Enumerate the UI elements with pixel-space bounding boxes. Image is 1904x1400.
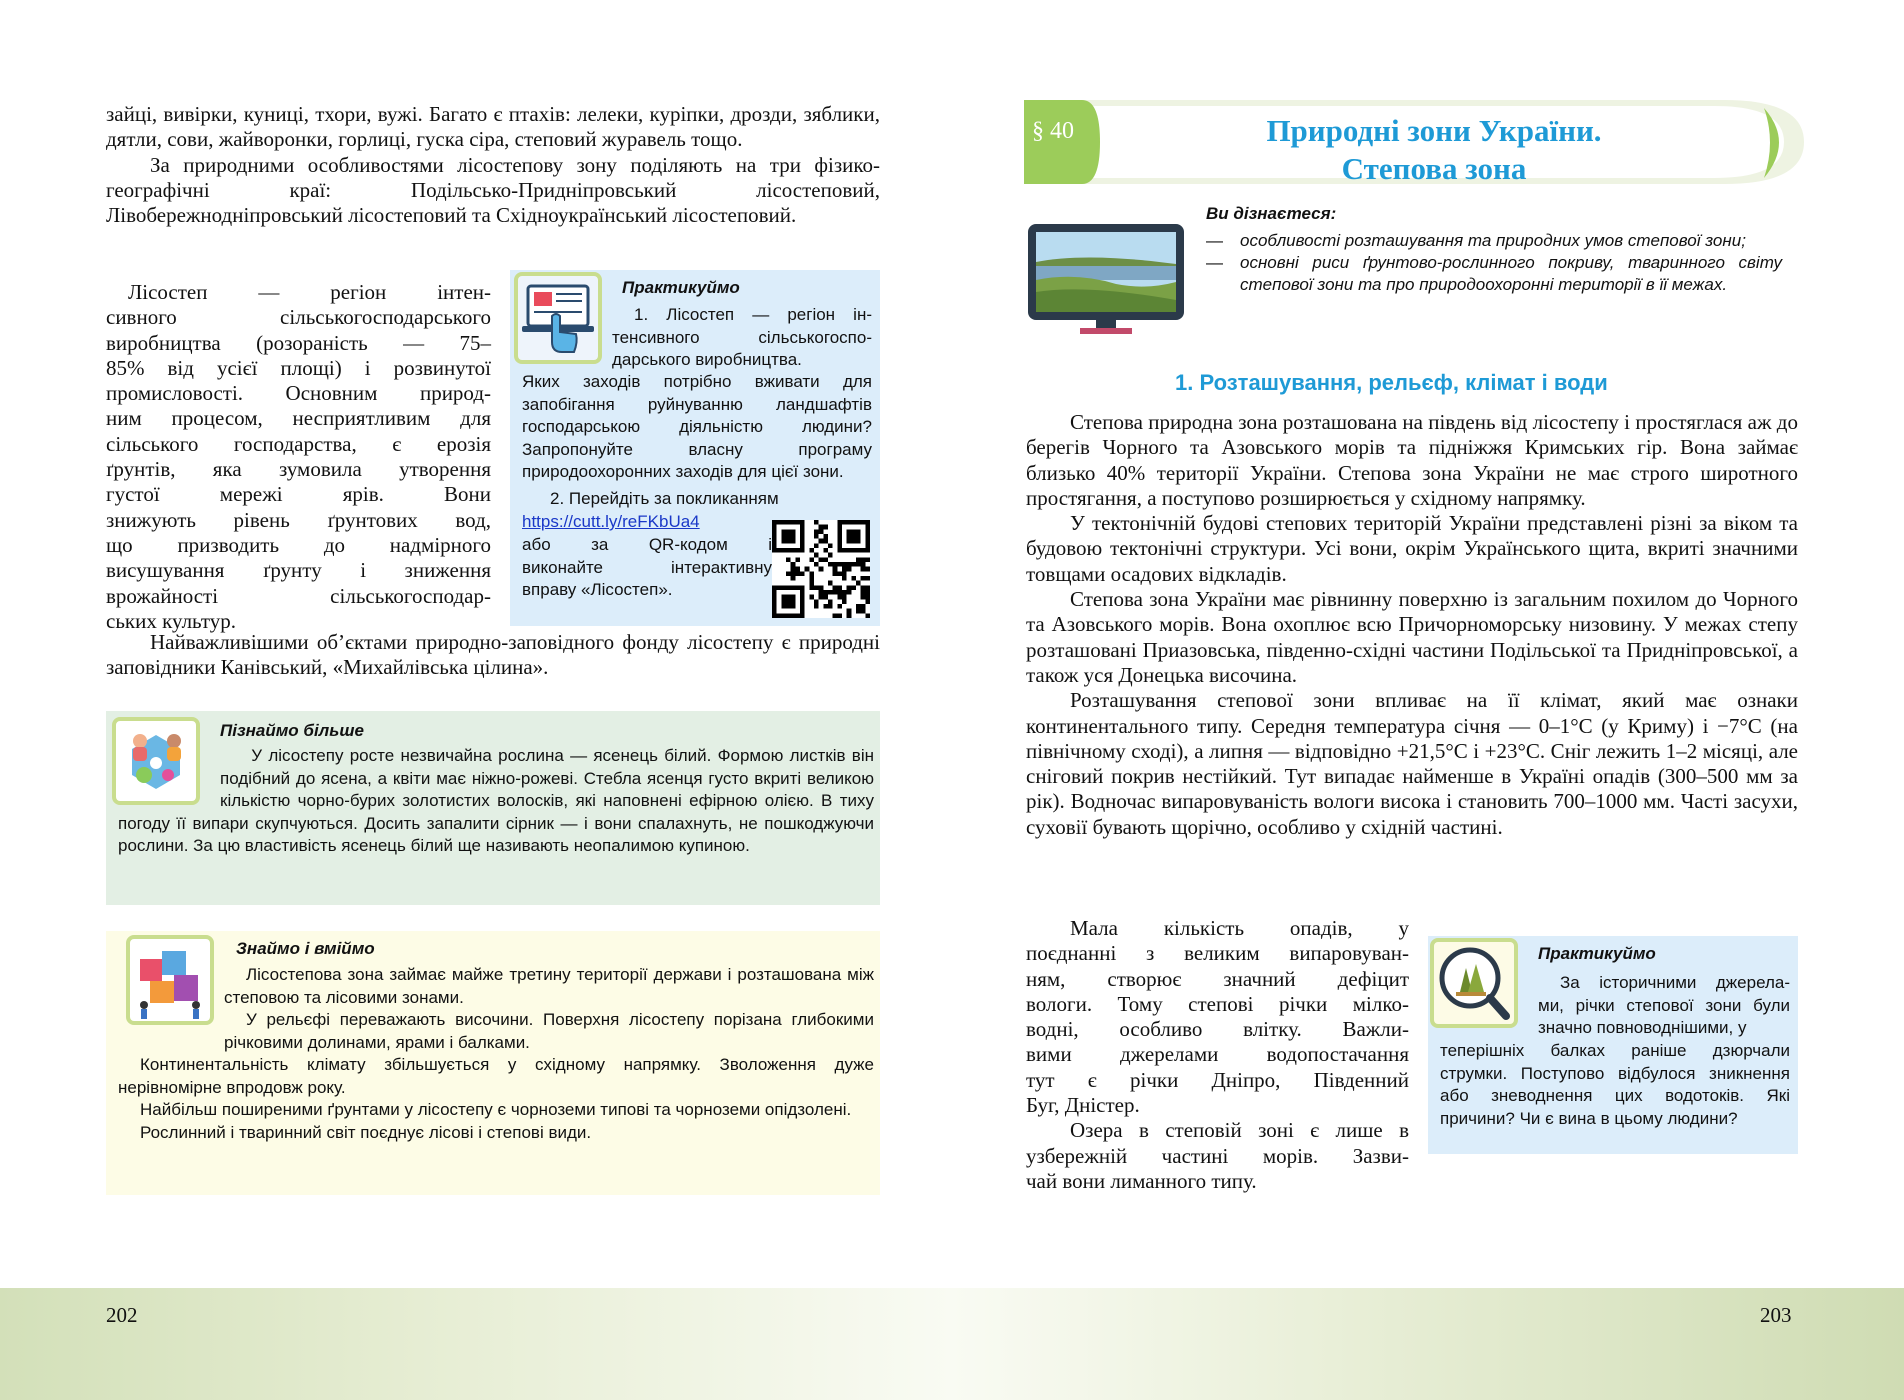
know-more-paragraph: У лісостепу росте незвичайна рослина — ясенець білий. Формою листків він подібний до ясена, а квіти має ніжно-рожеві. Стебла ясенця густо вкриті великою кількістю чорно-бурих золотистих волосків, які наповнені ефірною олією. В тиху погоду її випари скупчуються. Досить запалити сірник — і вони спалахнуть, не пошкоджуючи рослини. За цю властивість ясенець білий ще називають неопалимою купиною. — [118, 746, 874, 855]
laptop-touch-icon — [514, 272, 602, 364]
practice-right-line: ми, річки степової зони були — [1538, 995, 1790, 1015]
right-paragraph-5-line: поєднанні з великим випаровуван- — [1026, 941, 1409, 966]
left-paragraph-3 — [106, 280, 491, 634]
page-number-right: 203 — [1760, 1303, 1792, 1327]
right-paragraph-6-line: Озера в степовій зоні є лише в — [1070, 1118, 1409, 1143]
left-paragraph-3-line: врожайності сільськогосподар- — [106, 583, 491, 608]
left-paragraph-3-line: Лісостеп — регіон інтен- — [128, 280, 491, 304]
right-paragraphs — [1026, 410, 1798, 840]
practice-item-1-line: тенсивного сільськогоспо- — [612, 327, 872, 347]
practice-box-right — [1428, 936, 1798, 1154]
know-do-paragraph: У рельєфі переважають височини. Поверхня лісостепу порізана глибокими річковими долинами, ярами і балками. — [224, 1010, 874, 1052]
practice-item-1-line: 1. Лісостеп — регіон ін- — [634, 305, 872, 324]
left-paragraph-1: зайці, вивірки, куниці, тхори, вужі. Багато є птахів: лелеки, куріпки, дрозди, зяблики, дятли, сови, жайворонки, горлиці, гуска сіра, степовий журавель тощо. — [106, 102, 880, 152]
practice-item-2: 2. Перейдіть за покликанням — [550, 489, 779, 508]
subheading: 1. Розташування, рельєф, клімат і води — [1175, 370, 1608, 395]
left-paragraph-3-line: ним процесом, несприятливим для — [106, 406, 491, 431]
right-paragraph-5 — [1026, 916, 1409, 1194]
left-paragraph-3-line: виробництва (розораність — 75– — [106, 330, 491, 355]
know-do-paragraph: Рослинний і тваринний світ поєднує лісові і степові види. — [140, 1122, 592, 1142]
know-do-paragraph: Найбільш поширеними ґрунтами у лісостепу є чорноземи типові та чорноземи опідзолені. — [140, 1100, 852, 1119]
practice-item-2-line: вправу «Лісостеп». — [522, 580, 673, 599]
practice-box-left — [510, 270, 880, 626]
page-title-line-2: Степова зона — [1341, 151, 1527, 186]
practice-item-1-lines — [612, 304, 872, 372]
left-paragraph-3-line: 85% від усієї площі) і розвинутої — [106, 355, 491, 380]
know-do-title: Знаймо і вміймо — [236, 939, 375, 958]
right-paragraph-6-line: узбережній частині морів. Зазви- — [1026, 1143, 1409, 1168]
left-paragraph-3-line: густої мережі ярів. Вони — [106, 482, 491, 507]
practice-right-line: значно повноводнішими, у — [1538, 1018, 1747, 1037]
practice-item-2-lines — [522, 534, 772, 602]
left-paragraph-3-line: що призводить до надмірного — [106, 532, 491, 557]
left-paragraph-4: Найважливішими об’єктами природно-заповідного фонду лісостепу є природні заповідники Канівський, «Михайлівська цілина». — [106, 630, 880, 680]
steppe-landscape-image — [1026, 222, 1186, 336]
right-paragraph: У тектонічній будові степових територій України представлені різні за віком та будовою тектонічні структури. Усі вони, окрім Українського щита, вкриті значними товщами осадових відкладів. — [1026, 511, 1798, 586]
right-paragraph-5-line: тут є річки Дніпро, Південний — [1026, 1067, 1409, 1092]
practice-title: Практикуймо — [622, 278, 740, 297]
page-number-left: 202 — [106, 1303, 138, 1327]
know-do-box — [106, 931, 880, 1195]
right-paragraph-5-line: вими джерелами водопостачання — [1026, 1042, 1409, 1067]
practice-item-2-line: або за QR-кодом і — [522, 535, 772, 554]
you-learn-list: — особливості розташування та природних умов степової зони; — основні риси ґрунтово-рослинного покриву, тваринного світу степової зони та про природоохоронні території в її межах. — [1206, 231, 1782, 294]
left-paragraph-2: За природними особливостями лісостепову зону поділяють на три фізико-географічні краї: Подільсько-Придніпровський лісостеповий, Лівобережнодніпровський лісостеповий та Східноукраїнський лісостеповий. — [106, 152, 880, 228]
know-do-paragraph: Лісостепова зона займає майже третину території держави і розташована між степовою та лісовими зонами. — [224, 965, 874, 1007]
you-learn-title: Ви дізнаєтеся: — [1206, 204, 1337, 223]
practice-item-1-line: дарського виробництва. — [612, 350, 802, 369]
page-title — [1134, 112, 1734, 188]
practice-item-1-rest: Яких заходів потрібно вживати для запобігання руйнуванню ландшафтів господарською діяльністю людини? Запропонуйте власну програму природоохоронних заходів для цієї зони. — [522, 372, 872, 481]
left-text-top — [106, 102, 880, 228]
left-paragraph-3-line: ських культур. — [106, 608, 236, 633]
right-paragraph-5-line: вологи. Тому степові річки мілко- — [1026, 991, 1409, 1016]
know-do-paragraph: Континентальність клімату збільшується у східному напрямку. Зволоження дуже нерівномірне впродовж року. — [118, 1055, 874, 1097]
practice-link[interactable]: https://cutt.ly/reFKbUa4 — [522, 512, 700, 531]
you-learn-item: основні риси ґрунтово-рослинного покриву, тваринного світу степової зони та про природоохоронні території в її межах. — [1240, 253, 1782, 294]
practice-right-line: За історичними джерела- — [1560, 973, 1790, 992]
right-paragraph: Розташування степової зони впливає на її клімат, який має ознаки континентального типу. Середня температура січня — 0–1°С (у Криму) і −7°С (на північному сході), а липня — відповідно +21,5°С і +23°С. Сніг лежить 1–2 місяці, але сніговий покрив нестійкий. Тут випадає найменше в Україні опадів (300–500 мм за рік). Водночас випаровуваність вологи висока і становить 700–1000 мм. Часті засухи, суховії бувають щорічно, особливо у східній частині. — [1026, 688, 1798, 839]
practice-right-title: Практикуймо — [1538, 944, 1656, 963]
left-paragraph-3-line: сільського господарства, є ерозія — [106, 431, 491, 456]
you-learn-item: особливості розташування та природних умов степової зони; — [1240, 231, 1746, 250]
left-paragraph-3-line: висушування ґрунту і зниження — [106, 558, 491, 583]
left-paragraph-3-line: промисловості. Основним природ- — [106, 381, 491, 406]
left-paragraph-3-line: ґрунтів, яка зумовила утворення — [106, 457, 491, 482]
know-do-text — [118, 964, 874, 1144]
right-paragraph-5-line: Буг, Дністер. — [1026, 1093, 1140, 1118]
know-more-title: Пізнаймо більше — [220, 721, 364, 740]
magnifier-forest-icon — [1430, 938, 1518, 1028]
page-title-line-1: Природні зони України. — [1266, 113, 1602, 148]
page-footer — [0, 1288, 1904, 1400]
section-number: § 40 — [1032, 118, 1074, 144]
right-paragraph: Степова зона України має рівнинну поверхню із загальним похилом до Чорного та Азовського морів. Вона охоплює всю Причорноморську низовину. У межах степу розташовані Приазовська, південно-східні частини Подільської та Придніпровської, а також уся Донецька височина. — [1026, 587, 1798, 687]
practice-right-lines — [1538, 972, 1790, 1040]
know-more-box — [106, 711, 880, 905]
right-paragraph-6-line: чай вони лиманного типу. — [1026, 1168, 1257, 1193]
right-paragraph-5-line: Мала кількість опадів, у — [1070, 916, 1409, 940]
practice-item-2-line: виконайте інтерактивну — [522, 557, 772, 577]
know-more-text — [118, 745, 874, 858]
practice-right-text: теперішніх балках раніше дзюрчали струмки. Поступово відбулося зникнення або зневоднення цих водотоків. Які причини? Чи є вина в цьому людини? — [1440, 1041, 1790, 1128]
section-header — [1024, 96, 1804, 188]
qr-code[interactable] — [772, 520, 870, 618]
left-paragraph-3-line: знижують рівень ґрунтових вод, — [106, 507, 491, 532]
left-paragraph-3-line: сивного сільськогосподарського — [106, 305, 491, 330]
right-paragraph: Степова природна зона розташована на південь від лісостепу і простяглася аж до берегів Чорного та Азовського морів та підніжжя Кримських гір. Вона займає близько 40% території України. Степова зона України не має строго широтного простягання, а поступово розширюється у східному напрямку. — [1026, 410, 1798, 510]
right-paragraph-5-line: водні, особливо влітку. Важли- — [1026, 1017, 1409, 1042]
right-paragraph-5-line: ням, створює значний дефіцит — [1026, 966, 1409, 991]
